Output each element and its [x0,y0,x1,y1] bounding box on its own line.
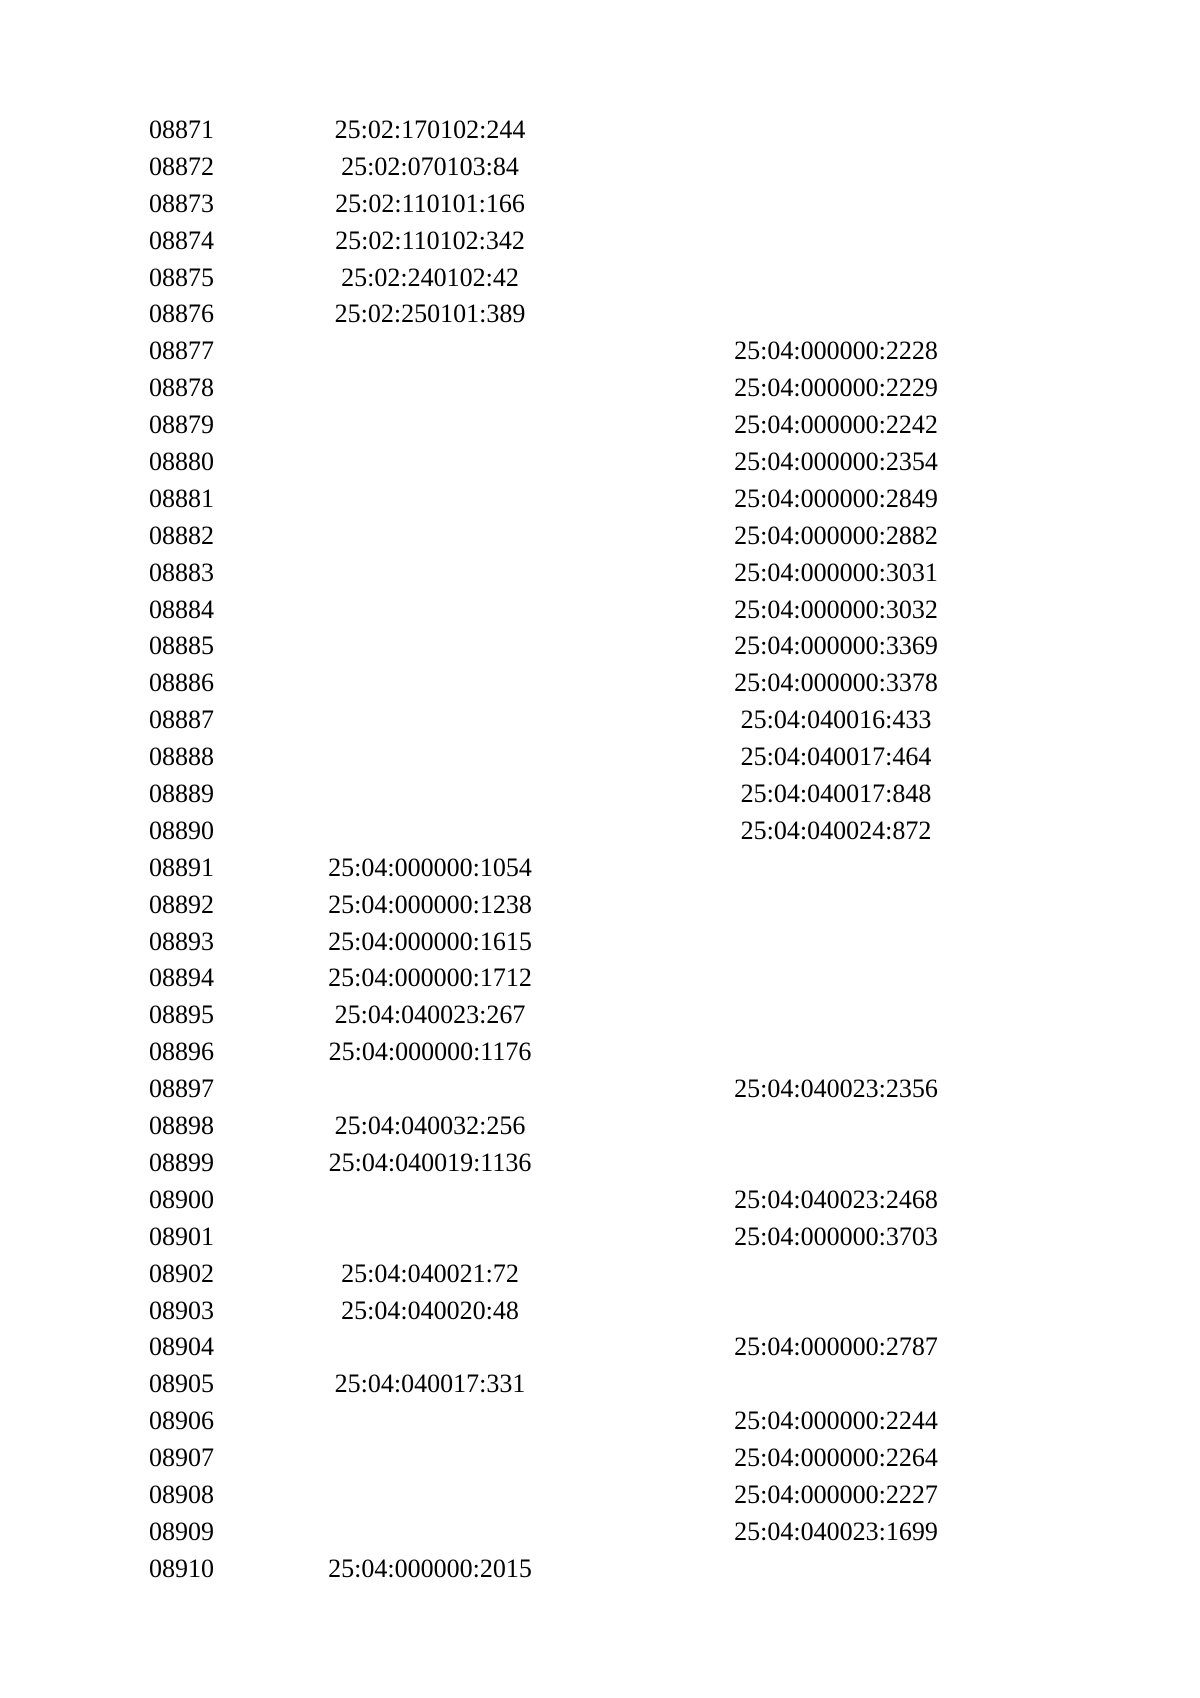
row-number: 08884 [149,594,214,624]
row-number: 08903 [149,1295,214,1325]
table-row [0,1514,1200,1551]
cadastral-number-column-1: 25:04:000000:1054 [328,852,532,882]
cadastral-number-column-1: 25:04:000000:2015 [328,1553,532,1583]
table-row [0,850,1200,887]
row-number: 08894 [149,963,214,993]
table-row [0,1329,1200,1366]
row-number: 08889 [149,779,214,809]
table-row [0,997,1200,1034]
row-number: 08901 [149,1221,214,1251]
table-row [0,112,1200,149]
table-row [0,260,1200,297]
row-number: 08878 [149,373,214,403]
row-number: 08897 [149,1074,214,1104]
table-row [0,1145,1200,1182]
row-number: 08904 [149,1332,214,1362]
cadastral-number-column-1: 25:02:250101:389 [334,299,526,329]
table-row [0,665,1200,702]
table-row [0,628,1200,665]
cadastral-number-column-2: 25:04:040023:2468 [734,1184,938,1214]
table-row [0,960,1200,997]
cadastral-number-column-2: 25:04:000000:2849 [734,483,938,513]
table-row [0,1108,1200,1145]
table-row [0,887,1200,924]
table-row [0,149,1200,186]
row-number: 08873 [149,188,214,218]
table-row [0,481,1200,518]
cadastral-number-column-1: 25:04:000000:1712 [328,963,532,993]
row-number: 08895 [149,1000,214,1030]
cadastral-number-column-2: 25:04:000000:3703 [734,1221,938,1251]
table-row [0,555,1200,592]
row-number: 08898 [149,1111,214,1141]
row-number: 08879 [149,410,214,440]
table-row [0,407,1200,444]
table-row [0,702,1200,739]
cadastral-number-column-1: 25:04:040023:267 [334,1000,526,1030]
record-table [0,112,1200,1588]
row-number: 08909 [149,1516,214,1546]
table-row [0,296,1200,333]
cadastral-number-column-2: 25:04:000000:3031 [734,557,938,587]
cadastral-number-column-1: 25:02:110101:166 [335,188,525,218]
table-row [0,444,1200,481]
cadastral-number-column-2: 25:04:000000:2229 [734,373,938,403]
table-row [0,186,1200,223]
row-number: 08871 [149,115,214,144]
cadastral-number-column-2: 25:04:000000:2354 [734,447,938,477]
cadastral-number-column-2: 25:04:000000:2227 [734,1479,938,1509]
table-row [0,1071,1200,1108]
cadastral-number-column-1: 25:02:170102:244 [334,115,526,144]
table-row [0,223,1200,260]
row-number: 08882 [149,520,214,550]
table-row [0,776,1200,813]
cadastral-number-column-2: 25:04:040016:433 [740,705,932,735]
row-number: 08887 [149,705,214,735]
cadastral-number-column-1: 25:04:000000:1238 [328,889,532,919]
table-row [0,592,1200,629]
row-number: 08881 [149,483,214,513]
cadastral-number-column-1: 25:04:000000:1176 [328,1037,532,1067]
cadastral-number-column-2: 25:04:000000:2264 [734,1443,938,1473]
row-number: 08880 [149,447,214,477]
row-number: 08872 [149,151,214,181]
row-number: 08907 [149,1443,214,1473]
cadastral-number-column-1: 25:02:110102:342 [335,225,525,255]
cadastral-number-column-1: 25:04:040017:331 [334,1369,526,1399]
row-number: 08908 [149,1479,214,1509]
cadastral-number-column-2: 25:04:040023:1699 [734,1516,938,1546]
table-row [0,1293,1200,1330]
cadastral-number-column-2: 25:04:000000:2244 [734,1406,938,1436]
cadastral-number-column-2: 25:04:040017:464 [740,742,932,772]
row-number: 08899 [149,1147,214,1177]
row-number: 08875 [149,262,214,292]
cadastral-number-column-1: 25:04:040019:1136 [328,1147,532,1177]
row-number: 08902 [149,1258,214,1288]
table-row [0,1551,1200,1588]
table-row [0,1034,1200,1071]
cadastral-number-column-2: 25:04:040024:872 [740,815,932,845]
cadastral-number-column-1: 25:04:000000:1615 [328,926,532,956]
cadastral-number-column-2: 25:04:000000:2882 [734,520,938,550]
row-number: 08896 [149,1037,214,1067]
row-number: 08876 [149,299,214,329]
cadastral-number-column-2: 25:04:000000:2228 [734,336,938,366]
cadastral-number-column-2: 25:04:000000:3369 [734,631,938,661]
table-row [0,1182,1200,1219]
row-number: 08906 [149,1406,214,1436]
cadastral-number-column-1: 25:02:240102:42 [341,262,519,292]
cadastral-number-column-1: 25:04:040020:48 [341,1295,519,1325]
table-row [0,333,1200,370]
row-number: 08885 [149,631,214,661]
row-number: 08905 [149,1369,214,1399]
cadastral-number-column-1: 25:04:040021:72 [341,1258,519,1288]
row-number: 08886 [149,668,214,698]
row-number: 08874 [149,225,214,255]
table-row [0,1219,1200,1256]
table-row [0,370,1200,407]
row-number: 08883 [149,557,214,587]
cadastral-number-column-2: 25:04:040017:848 [740,779,932,809]
table-row [0,1403,1200,1440]
row-number: 08892 [149,889,214,919]
cadastral-number-column-1: 25:02:070103:84 [341,151,519,181]
row-number: 08891 [149,852,214,882]
cadastral-number-column-1: 25:04:040032:256 [334,1111,526,1141]
cadastral-number-column-2: 25:04:000000:3032 [734,594,938,624]
row-number: 08877 [149,336,214,366]
row-number: 08893 [149,926,214,956]
cadastral-number-column-2: 25:04:000000:2787 [734,1332,938,1362]
table-row [0,1366,1200,1403]
table-row [0,739,1200,776]
cadastral-number-column-2: 25:04:040023:2356 [734,1074,938,1104]
row-number: 08888 [149,742,214,772]
row-number: 08890 [149,815,214,845]
table-row [0,1477,1200,1514]
cadastral-number-column-2: 25:04:000000:2242 [734,410,938,440]
row-number: 08900 [149,1184,214,1214]
table-row [0,518,1200,555]
table-row [0,813,1200,850]
table-row [0,924,1200,961]
table-row [0,1256,1200,1293]
row-number: 08910 [149,1553,214,1583]
cadastral-number-column-2: 25:04:000000:3378 [734,668,938,698]
table-row [0,1440,1200,1477]
